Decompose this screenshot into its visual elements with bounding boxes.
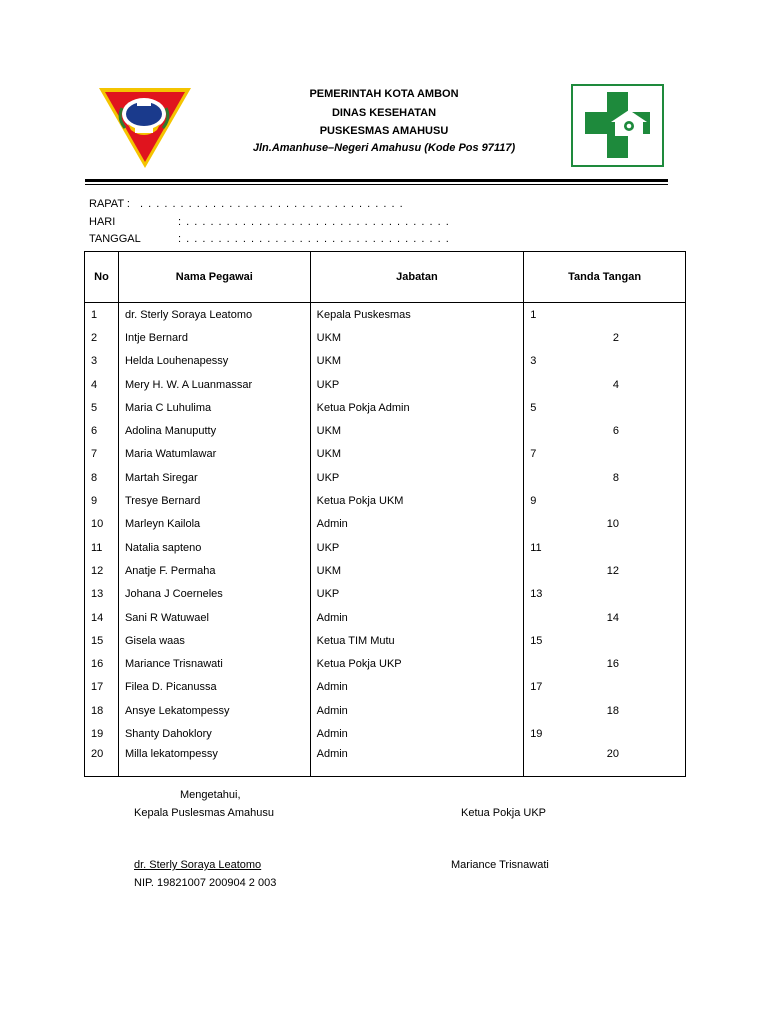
row-jabatan: Ketua TIM Mutu (310, 629, 524, 652)
attendance-body (85, 303, 686, 777)
row-no: 3 (85, 350, 119, 373)
row-no: 11 (85, 536, 119, 559)
row-jabatan: UKM (310, 443, 524, 466)
row-no: 1 (85, 303, 119, 327)
row-nama: Milla lekatompessy (118, 746, 310, 777)
row-no: 19 (85, 722, 119, 745)
row-no: 16 (85, 652, 119, 675)
row-jabatan: UKP (310, 536, 524, 559)
table-row (85, 722, 686, 745)
table-row (85, 326, 686, 349)
attendance-table (84, 251, 686, 777)
row-no: 12 (85, 559, 119, 582)
table-row (85, 676, 686, 699)
row-nama: Intje Bernard (118, 326, 310, 349)
row-no: 13 (85, 583, 119, 606)
header-nama: Nama Pegawai (118, 252, 310, 303)
row-nama: Gisela waas (118, 629, 310, 652)
row-no: 8 (85, 466, 119, 489)
row-no: 6 (85, 419, 119, 442)
right-signer-title: Ketua Pokja UKP (461, 807, 546, 819)
header-divider-thin (85, 184, 668, 185)
right-signer-name: Mariance Trisnawati (451, 859, 549, 871)
row-tanda-tangan: 13 (524, 583, 686, 606)
header-no: No (85, 252, 119, 303)
row-tanda-tangan: 15 (524, 629, 686, 652)
row-tanda-tangan: 20 (524, 746, 686, 777)
table-row (85, 396, 686, 419)
row-jabatan: Ketua Pokja UKP (310, 652, 524, 675)
row-nama: Shanty Dahoklory (118, 722, 310, 745)
row-jabatan: UKM (310, 419, 524, 442)
row-jabatan: UKP (310, 466, 524, 489)
hari-blank: : . . . . . . . . . . . . . . . . . . . . . . . . . . . . . . . . . (178, 216, 450, 228)
row-jabatan: UKM (310, 559, 524, 582)
row-jabatan: Admin (310, 722, 524, 745)
row-tanda-tangan: 4 (524, 373, 686, 396)
row-tanda-tangan: 6 (524, 419, 686, 442)
table-row (85, 699, 686, 722)
row-tanda-tangan: 18 (524, 699, 686, 722)
row-no: 15 (85, 629, 119, 652)
row-nama: Marleyn Kailola (118, 513, 310, 536)
row-nama: Adolina Manuputty (118, 419, 310, 442)
row-jabatan: Admin (310, 676, 524, 699)
table-row (85, 513, 686, 536)
row-nama: Maria C Luhulima (118, 396, 310, 419)
row-nama: Johana J Coerneles (118, 583, 310, 606)
row-no: 10 (85, 513, 119, 536)
left-signer-nip: NIP. 19821007 200904 2 003 (134, 877, 277, 889)
row-jabatan: Admin (310, 513, 524, 536)
row-no: 17 (85, 676, 119, 699)
row-jabatan: UKP (310, 583, 524, 606)
tanggal-blank: : . . . . . . . . . . . . . . . . . . . . . . . . . . . . . . . . . (178, 233, 450, 245)
header-tanda-tangan: Tanda Tangan (524, 252, 686, 303)
header-government: PEMERINTAH KOTA AMBON (309, 88, 459, 100)
table-row (85, 419, 686, 442)
table-row (85, 652, 686, 675)
row-tanda-tangan: 9 (524, 489, 686, 512)
rapat-blank: . . . . . . . . . . . . . . . . . . . . . . . . . . . . . . . . . (140, 198, 404, 210)
row-nama: Natalia sapteno (118, 536, 310, 559)
row-tanda-tangan: 2 (524, 326, 686, 349)
table-row (85, 559, 686, 582)
row-nama: Anatje F. Permaha (118, 559, 310, 582)
row-nama: Ansye Lekatompessy (118, 699, 310, 722)
row-tanda-tangan: 3 (524, 350, 686, 373)
row-nama: Tresye Bernard (118, 489, 310, 512)
table-row (85, 536, 686, 559)
row-tanda-tangan: 19 (524, 722, 686, 745)
table-row (85, 746, 686, 777)
row-nama: Sani R Watuwael (118, 606, 310, 629)
row-no: 18 (85, 699, 119, 722)
row-tanda-tangan: 17 (524, 676, 686, 699)
row-no: 4 (85, 373, 119, 396)
row-jabatan: Admin (310, 606, 524, 629)
row-nama: Mariance Trisnawati (118, 652, 310, 675)
row-jabatan: Admin (310, 746, 524, 777)
left-signer-name: dr. Sterly Soraya Leatomo (134, 859, 262, 871)
tanggal-label: TANGGAL (89, 233, 141, 245)
row-nama: Helda Louhenapessy (118, 350, 310, 373)
row-no: 5 (85, 396, 119, 419)
row-jabatan: Ketua Pokja UKM (310, 489, 524, 512)
table-row (85, 373, 686, 396)
table-row (85, 443, 686, 466)
row-no: 14 (85, 606, 119, 629)
row-no: 2 (85, 326, 119, 349)
row-tanda-tangan: 7 (524, 443, 686, 466)
row-no: 7 (85, 443, 119, 466)
left-signer-title: Kepala Puslesmas Amahusu (134, 807, 275, 819)
row-jabatan: UKP (310, 373, 524, 396)
table-header-row (85, 252, 686, 303)
header-puskesmas: PUSKESMAS AMAHUSU (319, 125, 449, 137)
hari-label: HARI (89, 216, 116, 228)
row-tanda-tangan: 11 (524, 536, 686, 559)
row-jabatan: Ketua Pokja Admin (310, 396, 524, 419)
row-nama: Mery H. W. A Luanmassar (118, 373, 310, 396)
row-nama: Filea D. Picanussa (118, 676, 310, 699)
row-tanda-tangan: 14 (524, 606, 686, 629)
row-tanda-tangan: 1 (524, 303, 686, 327)
mengetahui-label: Mengetahui, (180, 789, 241, 801)
row-nama: Maria Watumlawar (118, 443, 310, 466)
header-jabatan: Jabatan (310, 252, 524, 303)
row-nama: dr. Sterly Soraya Leatomo (118, 303, 310, 327)
table-row (85, 489, 686, 512)
row-nama: Martah Siregar (118, 466, 310, 489)
row-tanda-tangan: 12 (524, 559, 686, 582)
table-row (85, 583, 686, 606)
row-jabatan: Kepala Puskesmas (310, 303, 524, 327)
table-row (85, 466, 686, 489)
rapat-label: RAPAT : (89, 198, 130, 210)
row-tanda-tangan: 16 (524, 652, 686, 675)
row-jabatan: UKM (310, 326, 524, 349)
header-department: DINAS KESEHATAN (331, 107, 437, 119)
row-tanda-tangan: 8 (524, 466, 686, 489)
table-row (85, 303, 686, 327)
table-row (85, 606, 686, 629)
row-tanda-tangan: 5 (524, 396, 686, 419)
row-no: 9 (85, 489, 119, 512)
table-row (85, 629, 686, 652)
header-address: Jln.Amanhuse–Negeri Amahusu (Kode Pos 97117) (252, 142, 516, 154)
row-no: 20 (85, 746, 119, 777)
table-row (85, 350, 686, 373)
row-tanda-tangan: 10 (524, 513, 686, 536)
row-jabatan: UKM (310, 350, 524, 373)
row-jabatan: Admin (310, 699, 524, 722)
header-divider-thick (85, 179, 668, 182)
